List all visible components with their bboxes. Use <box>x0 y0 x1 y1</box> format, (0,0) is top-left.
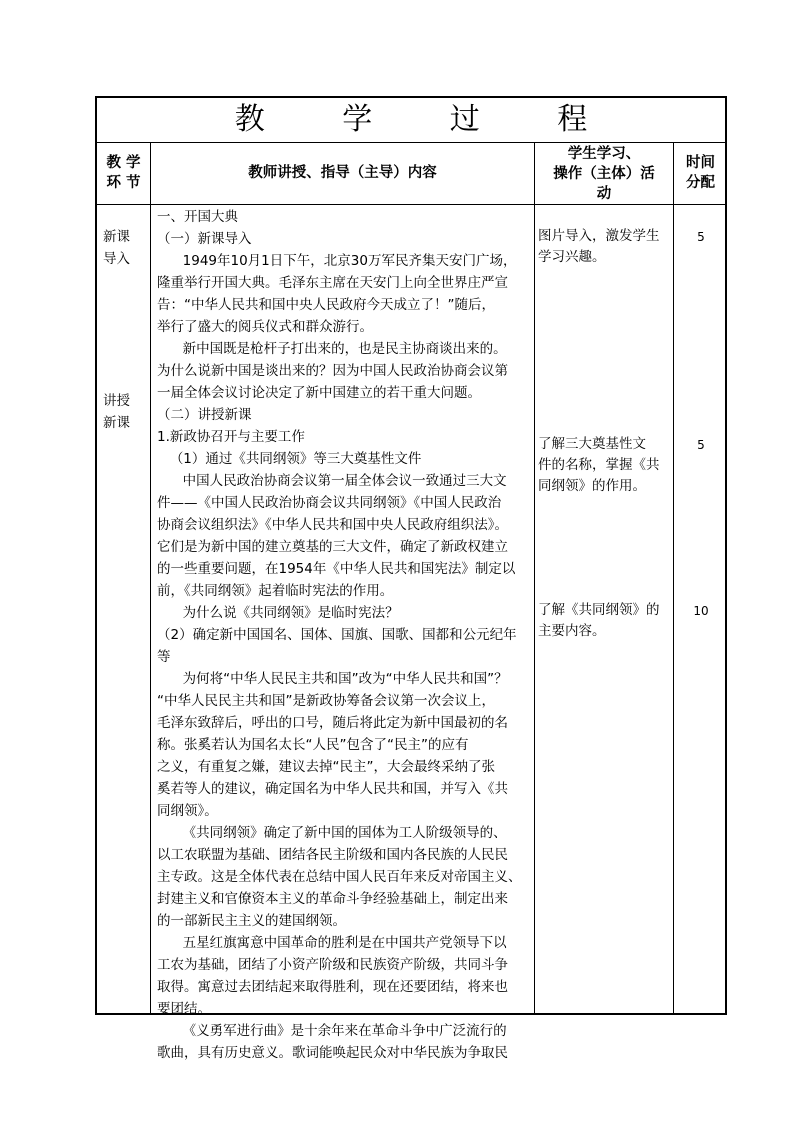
title-divider <box>97 142 725 143</box>
header-student <box>535 144 673 204</box>
student-line: 同纲领》的作用。 <box>538 478 646 494</box>
time-intro: 5 <box>697 230 705 244</box>
content-line: 协商会议组织法》《中华人民共和国中央人民政府组织法》。 <box>157 517 508 533</box>
content-line: （一）新课导入 <box>157 231 252 247</box>
content-line: “中华人民民主共和国”是新政协筹备会议第一次会议上， <box>157 693 495 709</box>
content-line: 取得。寓意过去团结起来取得胜利，现在还要团结，将来也 <box>157 979 508 995</box>
content-line: 告：“中华人民共和国中央人民政府今天成立了！”随后， <box>157 297 495 313</box>
content-line: 歌曲，具有历史意义。歌词能唤起民众对中华民族为争取民 <box>157 1045 508 1061</box>
content-line: 封建主义和官僚资本主义的革命斗争经验基础上，制定出来 <box>157 891 508 907</box>
student-line: 图片导入，激发学生 <box>538 228 660 244</box>
content-line: 前，《共同纲领》起着临时宪法的作用。 <box>157 583 394 599</box>
content-line: 五星红旗寓意中国革命的胜利是在中国共产党领导下以 <box>182 935 507 951</box>
student-line: 主要内容。 <box>538 623 606 639</box>
content-line: （2）确定新中国国名、国体、国旗、国歌、国都和公元纪年 <box>157 627 517 643</box>
stage-line: 新课 <box>103 229 130 245</box>
content-line: 1949年10月1日下午，北京30万军民齐集天安门广场， <box>182 253 517 269</box>
header-student-line: 学生学习、 <box>567 146 641 162</box>
table-title: 教 学 过 程 <box>234 102 622 137</box>
content-line: 中国人民政治协商会议第一届全体会议一致通过三大文 <box>182 473 507 489</box>
content-line: 为什么说《共同纲领》是临时宪法？ <box>182 605 399 621</box>
content-line: 为何将“中华人民民主共和国”改为“中华人民共和国”？ <box>182 671 508 687</box>
content-line: 以工农联盟为基础、团结各民主阶级和国内各民族的人民民 <box>157 847 508 863</box>
content-line: 毛泽东致辞后，呼出的口号，随后将此定为新中国最初的名 <box>157 715 508 731</box>
header-time-line: 分配 <box>686 175 715 191</box>
header-time <box>674 153 727 193</box>
stage-intro <box>103 226 130 270</box>
content-line: 的一部新民主主义的建国纲领。 <box>157 913 346 929</box>
content-line: 同纲领》。 <box>157 803 218 819</box>
header-stage-line: 教 学 <box>106 155 141 171</box>
student-line: 件的名称，掌握《共 <box>538 457 660 473</box>
content-line: 新中国既是枪杆子打出来的，也是民主协商谈出来的。 <box>182 341 507 357</box>
content-line: 件——《中国人民政治协商会议共同纲领》《中国人民政治 <box>157 495 502 511</box>
content-line: 一、开国大典 <box>157 209 238 225</box>
stage-lecture <box>103 390 130 434</box>
content-line: 为什么说新中国是谈出来的？因为中国人民政治协商会议第 <box>157 363 508 379</box>
content-line: 等 <box>157 649 171 665</box>
header-student-line: 动 <box>596 186 612 202</box>
content-line: 奚若等人的建议，确定国名为中华人民共和国，并写入《共 <box>157 781 508 797</box>
time-program: 10 <box>693 604 709 618</box>
content-line: 要团结。 <box>157 1001 211 1017</box>
student-activity-documents <box>538 434 670 497</box>
content-line: 之义，有重复之嫌，建议去掉“民主”，大会最终采纳了张 <box>157 759 495 775</box>
content-line: （1）通过《共同纲领》等三大奠基性文件 <box>169 451 422 467</box>
teacher-content <box>157 206 531 1064</box>
col-divider-2 <box>534 142 535 1013</box>
col-divider-3 <box>673 142 674 1013</box>
stage-line: 导入 <box>103 251 130 267</box>
student-line: 了解三大奠基性文 <box>538 436 646 452</box>
header-stage-line: 环 节 <box>106 175 141 191</box>
col-divider-1 <box>150 142 151 1013</box>
content-line: 1.新政协召开与主要工作 <box>157 429 305 445</box>
student-activity-program <box>538 600 670 642</box>
content-line: 举行了盛大的阅兵仪式和群众游行。 <box>157 319 373 335</box>
content-line: 工农为基础，团结了小资产阶级和民族资产阶级，共同斗争 <box>157 957 508 973</box>
header-time-line: 时间 <box>686 155 715 171</box>
content-line: 主专政。这是全体代表在总结中国人民百年来反对帝国主义、 <box>157 869 522 885</box>
header-divider <box>97 204 725 205</box>
student-line: 学习兴趣。 <box>538 249 606 265</box>
lesson-process-table <box>95 96 727 1061</box>
student-line: 了解《共同纲领》的 <box>538 602 660 618</box>
stage-line: 新课 <box>103 415 130 431</box>
student-activity-intro <box>538 226 670 268</box>
content-line: 称。张奚若认为国名太长“人民”包含了“民主”的应有 <box>157 737 469 753</box>
content-line: 它们是为新中国的建立奠基的三大文件，确定了新政权建立 <box>157 539 508 555</box>
stage-line: 讲授 <box>103 393 130 409</box>
time-documents: 5 <box>697 438 705 452</box>
content-line: （二）讲授新课 <box>157 407 252 423</box>
content-line: 的一些重要问题，在1954年《中华人民共和国宪法》制定以 <box>157 561 516 577</box>
content-line: 隆重举行开国大典。毛泽东主席在天安门上向全世界庄严宣 <box>157 275 508 291</box>
header-stage <box>97 153 150 193</box>
content-line: 一届全体会议讨论决定了新中国建立的若干重大问题。 <box>157 385 481 401</box>
header-student-line: 操作（主体）活 <box>553 166 655 182</box>
content-line: 《共同纲领》确定了新中国的国体为工人阶级领导的、 <box>182 825 507 841</box>
content-line: 《义勇军进行曲》是十余年来在革命斗争中广泛流行的 <box>182 1023 507 1039</box>
header-teacher: 教师讲授、指导（主导）内容 <box>248 165 437 181</box>
